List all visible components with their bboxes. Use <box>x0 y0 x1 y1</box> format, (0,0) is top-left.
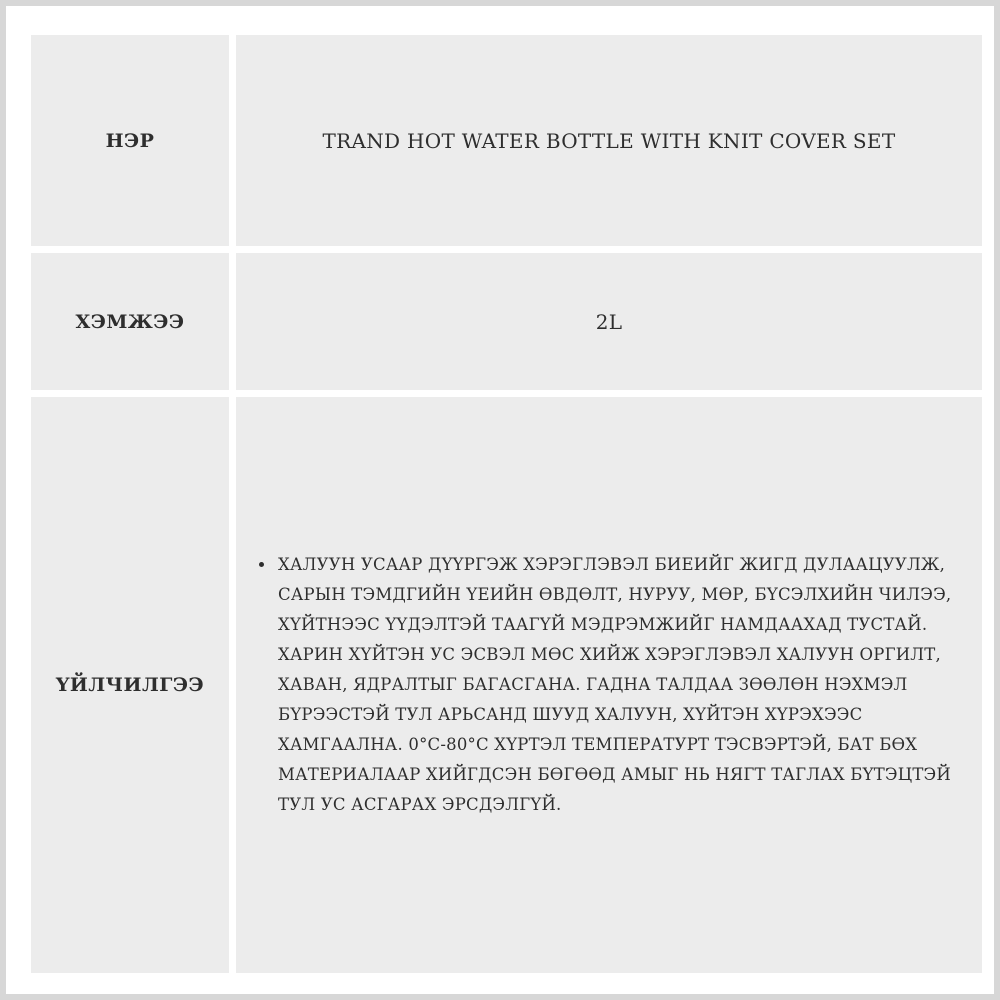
name-value-cell <box>236 35 982 246</box>
size-label-cell <box>31 253 229 390</box>
name-value: TRAND HOT WATER BOTTLE WITH KNIT COVER SET <box>322 128 896 153</box>
usage-label: ҮЙЛЧИЛГЭЭ <box>55 674 205 696</box>
name-label-cell <box>31 35 229 246</box>
size-label: ХЭМЖЭЭ <box>75 310 185 333</box>
usage-label-cell <box>31 397 229 973</box>
size-value-cell <box>236 253 982 390</box>
name-label: НЭР <box>105 129 155 152</box>
size-value: 2L <box>595 309 623 334</box>
usage-bullet-list <box>236 550 982 820</box>
usage-bullet-item: • ХАЛУУН УСААР ДҮҮРГЭЖ ХЭРЭГЛЭВЭЛ БИЕИЙГ ЖИГД ДУЛААЦУУЛЖ, САРЫН ТЭМДГИЙН ҮЕИЙН ӨВДӨЛТ, НУРУУ, МӨР, БҮСЭЛХИЙН ЧИЛЭЭ, ХҮЙТНЭЭС ҮҮДЭЛТЭЙ ТААГҮЙ МЭДРЭМЖИЙГ НАМДААХАД ТУСТАЙ. ХАРИН ХҮЙТЭН УС ЭСВЭЛ МӨС ХИЙЖ ХЭРЭГЛЭВЭЛ ХАЛУУН ОРГИЛТ, ХАВАН, ЯДРАЛТЫГ БАГАСГАНА. ГАДНА ТАЛДАА ЗӨӨЛӨН НЭХМЭЛ БҮРЭЭСТЭЙ ТУЛ АРЬСАНД ШУУД ХАЛУУН, ХҮЙТЭН ХҮРЭХЭЭС ХАМГААЛНА. 0°C-80°C ХҮРТЭЛ ТЕМПЕРАТУРТ ТЭСВЭРТЭЙ, БАТ БӨХ МАТЕРИАЛААР ХИЙГДСЭН БӨГӨӨД АМЫГ НЬ НЯГТ ТАГЛАХ БҮТЭЦТЭЙ ТУЛ УС АСГАРАХ ЭРСДЭЛГҮЙ. <box>276 550 964 820</box>
usage-value-cell <box>236 397 982 973</box>
